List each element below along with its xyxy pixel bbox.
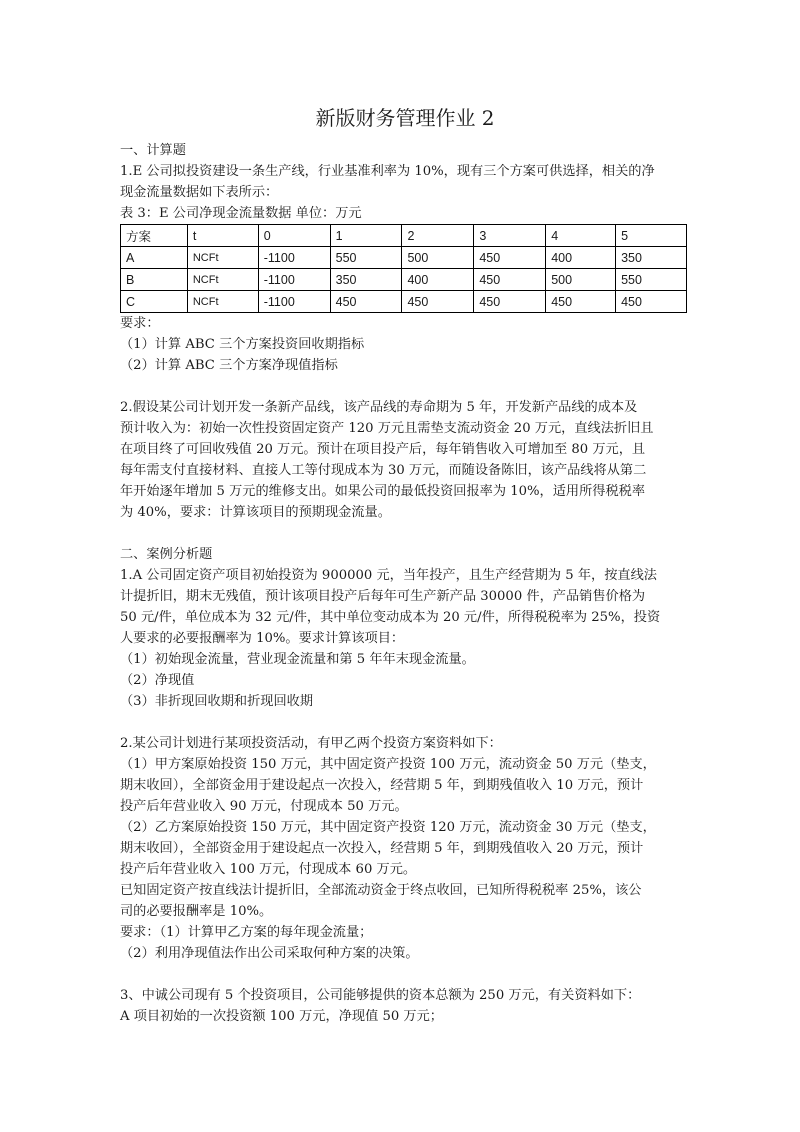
- requirement-item: （2）利用净现值法作出公司采取何种方案的决策。: [120, 946, 419, 961]
- requirement-item: （2）净现值: [120, 673, 195, 688]
- table-cell: 550: [616, 269, 687, 291]
- table-cell: -1100: [258, 291, 330, 313]
- header-cell: 2: [402, 225, 474, 247]
- paragraph-line: 司的必要报酬率是 10%。: [120, 904, 273, 919]
- paragraph-line: 2.某公司计划进行某项投资活动，有甲乙两个投资方案资料如下：: [120, 736, 502, 751]
- table-cell: 350: [330, 269, 402, 291]
- paragraph-line: 每年需支付直接材料、直接人工等付现成本为 30 万元，而随设备陈旧，该产品线将从第二: [120, 463, 647, 478]
- case-3: [120, 985, 690, 1027]
- page-title: 新版财务管理作业 2: [315, 106, 495, 130]
- table-cell: 500: [402, 247, 474, 269]
- table-caption: 表 3：E 公司净现金流量数据 单位：万元: [120, 206, 362, 221]
- paragraph-line: 在项目终了可回收残值 20 万元。预计在项目投产后，每年销售收入可增加至 80 万元，且: [120, 442, 646, 457]
- table-cell: B: [121, 269, 188, 291]
- paragraph-line: 已知固定资产按直线法计提折旧，全部流动资金于终点收回，已知所得税税率 25%，该公: [120, 883, 642, 898]
- table-cell: NCFt: [187, 269, 258, 291]
- paragraph-line: 为 40%，要求：计算该项目的预期现金流量。: [120, 505, 391, 520]
- table-cell: 450: [474, 247, 546, 269]
- table-cell: 550: [330, 247, 402, 269]
- paragraph-line: （2）乙方案原始投资 150 万元，其中固定资产投资 120 万元，流动资金 30 万元（垫支，: [120, 820, 656, 835]
- header-cell: 3: [474, 225, 546, 247]
- question-2: [120, 397, 690, 523]
- paragraph-line: 人要求的必要报酬率为 10%。要求计算该项目：: [120, 631, 405, 646]
- paragraph-line: 计提折旧，期末无残值，预计该项目投产后每年可生产新产品 30000 件，产品销售价格为: [120, 589, 646, 604]
- paragraph-line: 1.A 公司固定资产项目初始投资为 900000 元，当年投产，且生产经营期为 5 年，按直线法: [120, 568, 657, 583]
- document-body: [120, 104, 690, 1027]
- table-row: [121, 291, 687, 313]
- header-cell: 方案: [121, 225, 188, 247]
- requirement-item: （1）初始现金流量，营业现金流量和第 5 年年末现金流量。: [120, 652, 475, 667]
- table-cell: 500: [546, 269, 616, 291]
- paragraph-line: （1）甲方案原始投资 150 万元，其中固定资产投资 100 万元，流动资金 50 万元（垫支，: [120, 757, 656, 772]
- header-cell: 0: [258, 225, 330, 247]
- table-cell: 450: [546, 291, 616, 313]
- table-cell: -1100: [258, 247, 330, 269]
- paragraph-line: 1.E 公司拟投资建设一条生产线，行业基准利率为 10%，现有三个方案可供选择，相关的净: [120, 164, 655, 179]
- paragraph-line: A 项目初始的一次投资额 100 万元，净现值 50 万元；: [120, 1009, 443, 1024]
- case-1: [120, 565, 690, 712]
- table-cell: 450: [402, 291, 474, 313]
- paragraph-line: 2.假设某公司计划开发一条新产品线，该产品线的寿命期为 5 年，开发新产品线的成本及: [120, 400, 638, 415]
- requirements-label: 要求：: [120, 316, 160, 331]
- paragraph-line: 年开始逐年增加 5 万元的维修支出。如果公司的最低投资回报率为 10%，适用所得税税率: [120, 484, 646, 499]
- requirement-item: 要求：（1）计算甲乙方案的每年现金流量；: [120, 925, 373, 940]
- table-cell: C: [121, 291, 188, 313]
- table-row: [121, 247, 687, 269]
- section-heading: 二、案例分析题: [120, 547, 213, 562]
- table-cell: NCFt: [187, 247, 258, 269]
- table-header-row: [121, 225, 687, 247]
- case-2: [120, 733, 690, 964]
- requirement-item: （3）非折现回收期和折现回收期: [120, 694, 314, 709]
- table-cell: 450: [616, 291, 687, 313]
- paragraph-line: 期末收回），全部资金用于建设起点一次投入，经营期 5 年，到期残值收入 10 万元，预计: [120, 778, 644, 793]
- table-cell: 400: [402, 269, 474, 291]
- table-cell: -1100: [258, 269, 330, 291]
- table-cell: 450: [330, 291, 402, 313]
- header-cell: 4: [546, 225, 616, 247]
- paragraph-line: 预计收入为：初始一次性投资固定资产 120 万元且需垫支流动资金 20 万元，直线法折旧且: [120, 421, 654, 436]
- header-cell: 5: [616, 225, 687, 247]
- question-1: [120, 161, 690, 376]
- paragraph-line: 期末收回），全部资金用于建设起点一次投入，经营期 5 年，到期残值收入 20 万元，预计: [120, 841, 644, 856]
- cash-flow-table: [120, 224, 687, 313]
- paragraph-line: 投产后年营业收入 100 万元，付现成本 60 万元。: [120, 862, 417, 877]
- section-heading: 一、计算题: [120, 143, 186, 158]
- paragraph-line: 3、中诚公司现有 5 个投资项目，公司能够提供的资本总额为 250 万元，有关资料如下：: [120, 988, 641, 1003]
- table-cell: 400: [546, 247, 616, 269]
- paragraph-line: 现金流量数据如下表所示：: [120, 185, 279, 200]
- requirement-item: （1）计算 ABC 三个方案投资回收期指标: [120, 337, 365, 352]
- table-row: [121, 269, 687, 291]
- requirement-item: （2）计算 ABC 三个方案净现值指标: [120, 358, 338, 373]
- paragraph-line: 50 元/件，单位成本为 32 元/件，其中单位变动成本为 20 元/件，所得税税率为 25%，投资: [120, 610, 661, 625]
- header-cell: t: [187, 225, 258, 247]
- paragraph-line: 投产后年营业收入 90 万元，付现成本 50 万元。: [120, 799, 408, 814]
- table-cell: A: [121, 247, 188, 269]
- table-cell: NCFt: [187, 291, 258, 313]
- header-cell: 1: [330, 225, 402, 247]
- table-cell: 450: [474, 269, 546, 291]
- table-cell: 350: [616, 247, 687, 269]
- table-cell: 450: [474, 291, 546, 313]
